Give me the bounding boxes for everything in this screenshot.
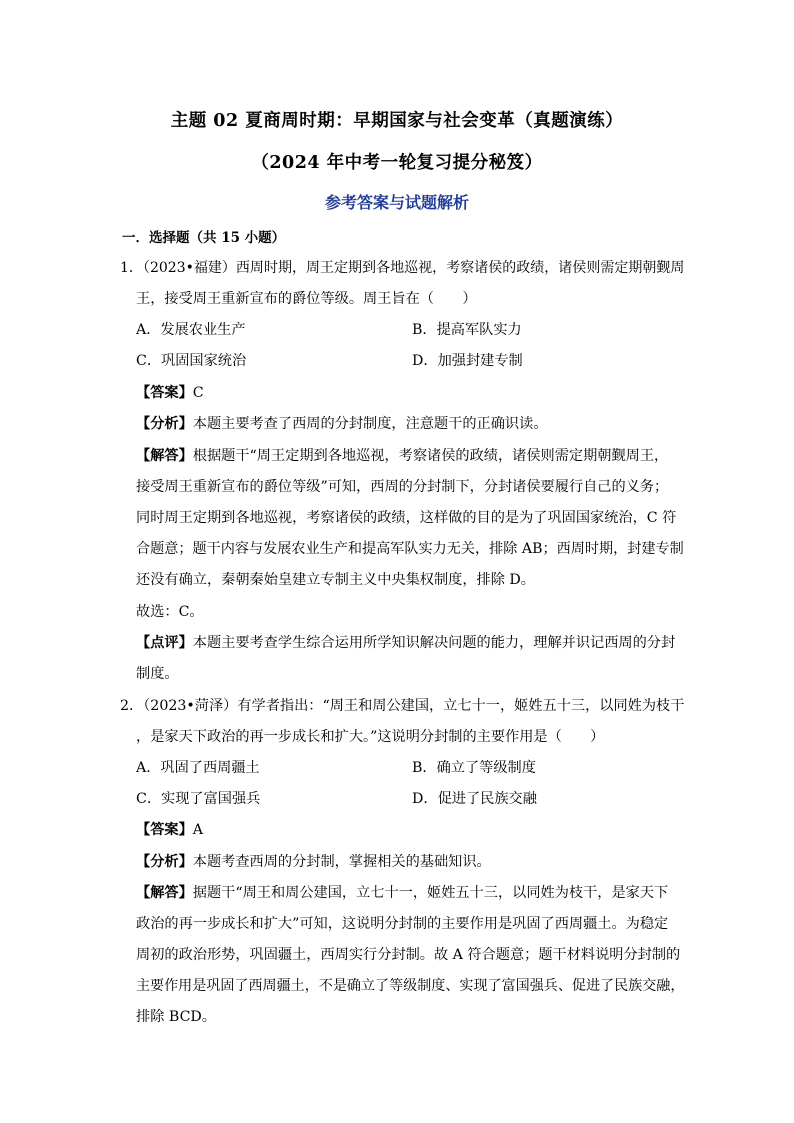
analysis-tag: 【分析】 bbox=[136, 854, 193, 870]
q2-solution-line5: 排除 BCD。 bbox=[136, 1009, 216, 1025]
solution-tag: 【解答】 bbox=[136, 885, 193, 901]
q1-comment-line1 bbox=[136, 634, 675, 652]
solution-text: 根据题干“周王定期到各地巡视，考察诸侯的政绩，诸侯则需定期朝觐周王， bbox=[192, 448, 669, 464]
q1-solution-line4: 合题意；题干内容与发展农业生产和提高军队实力无关，排除 AB；西周时期，封建专制 bbox=[136, 541, 684, 557]
q1-answer bbox=[136, 384, 204, 402]
q1-option-a: A．发展农业生产 bbox=[136, 322, 246, 338]
q1-option-d: D．加强封建专制 bbox=[412, 353, 523, 369]
answer-tag: 【答案】 bbox=[136, 385, 193, 401]
q1-solution-line3: 同时周王定期到各地巡视，考察诸侯的政绩，这样做的目的是为了巩固国家统治，C 符 bbox=[136, 510, 677, 526]
answer-value: C bbox=[192, 385, 204, 401]
section-heading: 一．选择题（共 15 小题） bbox=[122, 230, 286, 246]
q1-comment-line2: 制度。 bbox=[136, 666, 179, 682]
q1-analysis bbox=[136, 415, 547, 433]
analysis-text: 本题考查西周的分封制，掌握相关的基础知识。 bbox=[192, 854, 491, 870]
q2-option-b: B．确立了等级制度 bbox=[412, 760, 536, 776]
comment-text: 本题主要考查学生综合运用所学知识解决问题的能力，理解并识记西周的分封 bbox=[192, 635, 676, 651]
q2-option-a: A．巩固了西周疆土 bbox=[136, 760, 260, 776]
q1-stem-line1: 1．（2023•福建）西周时期，周王定期到各地巡视，考察诸侯的政绩，诸侯则需定期朝觐周 bbox=[120, 260, 685, 276]
q1-solution-line5: 还没有确立，秦朝秦始皇建立专制主义中央集权制度，排除 D。 bbox=[136, 572, 535, 588]
document-subtitle: 参考答案与试题解析 bbox=[324, 193, 469, 212]
document-title-line2: （2024 年中考一轮复习提分秘笈） bbox=[251, 153, 543, 173]
q1-solution-line2: 接受周王重新宣布的爵位等级”可知，西周的分封制下，分封诸侯要履行自己的义务； bbox=[136, 479, 669, 495]
q1-option-b: B．提高军队实力 bbox=[412, 322, 522, 338]
q1-solution-line1 bbox=[136, 447, 668, 465]
analysis-text: 本题主要考查了西周的分封制度，注意题干的正确识读。 bbox=[192, 416, 548, 432]
q2-solution-line1 bbox=[136, 884, 668, 902]
q1-stem-line2: 王，接受周王重新宣布的爵位等级。周王旨在（ ） bbox=[136, 291, 477, 307]
answer-value: A bbox=[192, 822, 204, 838]
q2-analysis bbox=[136, 853, 491, 871]
document-title: 主题 02 夏商周时期：早期国家与社会变革（真题演练） bbox=[170, 111, 624, 131]
q2-option-c: C．实现了富国强兵 bbox=[136, 791, 261, 807]
q2-solution-line4: 主要作用是巩固了西周疆土，不是确立了等级制度、实现了富国强兵、促进了民族交融， bbox=[136, 978, 685, 994]
analysis-tag: 【分析】 bbox=[136, 416, 193, 432]
solution-text: 据题干“周王和周公建国，立七十一，姬姓五十三，以同姓为枝干，是家天下 bbox=[192, 885, 669, 901]
q2-solution-line3: 周初的政治形势，巩固疆土，西周实行分封制。故 A 符合题意；题干材料说明分封制的 bbox=[136, 947, 681, 963]
q1-choice: 故选：C。 bbox=[136, 604, 204, 620]
solution-tag: 【解答】 bbox=[136, 448, 193, 464]
q2-answer bbox=[136, 821, 203, 839]
q1-option-c: C．巩固国家统治 bbox=[136, 353, 247, 369]
q2-option-d: D．促进了民族交融 bbox=[412, 791, 537, 807]
answer-tag: 【答案】 bbox=[136, 822, 193, 838]
q2-stem-line1: 2．（2023•菏泽）有学者指出：“周王和周公建国，立七十一，姬姓五十三，以同姓为枝干 bbox=[120, 698, 685, 714]
q2-stem-line2: ，是家天下政治的再一步成长和扩大。”这说明分封制的主要作用是（ ） bbox=[136, 729, 605, 745]
comment-tag: 【点评】 bbox=[136, 635, 193, 651]
q2-solution-line2: 政治的再一步成长和扩大”可知，这说明分封制的主要作用是巩固了西周疆土。为稳定 bbox=[136, 916, 669, 932]
